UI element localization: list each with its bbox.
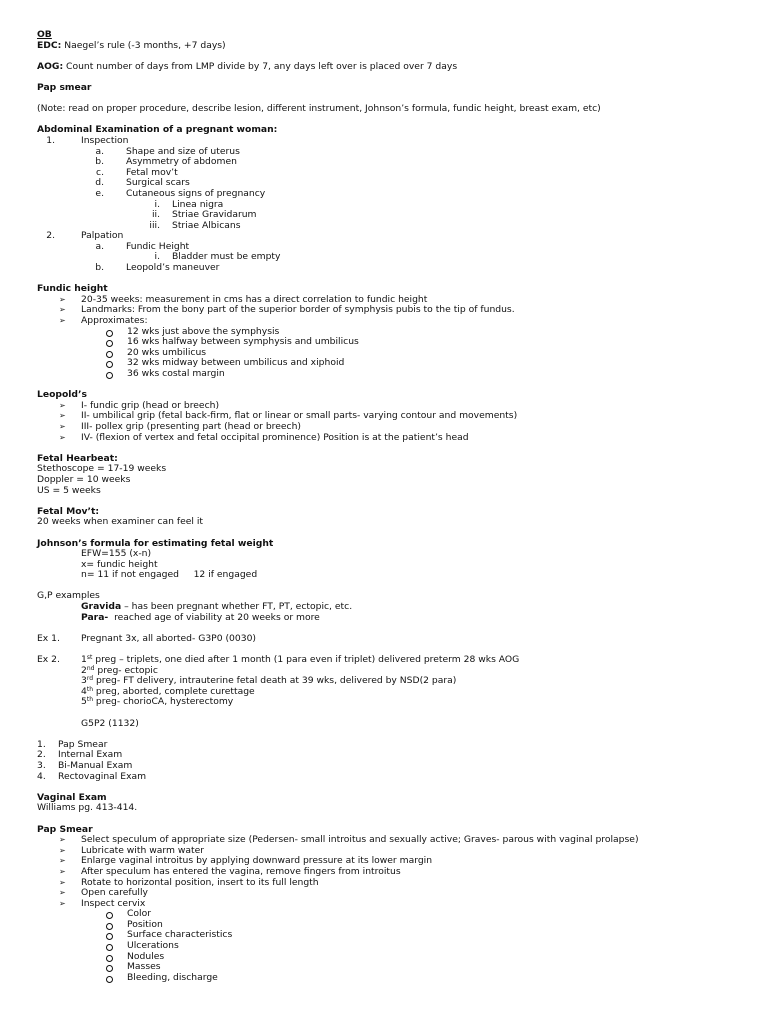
- arrow-bullet-icon: ➢: [59, 877, 66, 887]
- johnson-line: x= fundic height: [81, 558, 158, 570]
- fundic-sub-list: [37, 327, 747, 380]
- ob-heading: OB: [37, 29, 52, 40]
- bullet-item: [37, 433, 747, 444]
- pap2-bullets: [37, 835, 747, 909]
- abdominal-list: [37, 136, 747, 274]
- arrow-bullet-icon: ➢: [59, 898, 66, 908]
- circle-bullet-icon: [106, 340, 113, 347]
- list-marker: e.: [95, 187, 104, 199]
- sub-item: [37, 973, 747, 984]
- example-1: Ex 1. Pregnant 3x, all aborted- G3P0 (0030): [37, 632, 257, 644]
- fundic-heading: Fundic height: [37, 283, 108, 295]
- abdominal-item: [37, 263, 747, 274]
- circle-bullet-icon: [106, 976, 113, 983]
- list-text: Linea nigra: [172, 198, 224, 210]
- movt-text: 20 weeks when examiner can feel it: [37, 516, 204, 528]
- exam-item: [37, 740, 747, 751]
- list-text: Palpation: [81, 230, 124, 242]
- exam-list: [37, 740, 747, 782]
- arrow-bullet-icon: ➢: [59, 411, 66, 421]
- list-text: Internal Exam: [58, 749, 123, 761]
- gravida-line: Gravida – has been pregnant whether FT, PT, ectopic, etc.: [81, 601, 353, 613]
- sub-text: 32 wks midway between umbilicus and xiphoid: [127, 357, 345, 369]
- bullet-text: 20-35 weeks: measurement in cms has a direct correlation to fundic height: [81, 293, 428, 305]
- circle-bullet-icon: [106, 955, 113, 962]
- list-marker: 1.: [37, 738, 46, 750]
- pregnancy-text: 2nd preg- ectopic: [81, 664, 158, 676]
- list-text: Bladder must be empty: [172, 251, 281, 263]
- abdominal-item: [37, 221, 747, 232]
- sub-text: 12 wks just above the symphysis: [127, 325, 280, 337]
- list-marker: 3.: [37, 759, 46, 771]
- pap-note: (Note: read on proper procedure, describe lesion, different instrument, Johnson’s formula, fundic height, breast exam, etc): [37, 103, 601, 115]
- circle-bullet-icon: [106, 330, 113, 337]
- sub-text: Nodules: [127, 950, 165, 962]
- edc-label: EDC:: [37, 39, 62, 51]
- fundic-bullets: [37, 295, 747, 327]
- sub-text: Ulcerations: [127, 940, 179, 952]
- exam-item: [37, 750, 747, 761]
- list-text: Pap Smear: [58, 738, 108, 750]
- sub-text: Position: [127, 918, 163, 930]
- heartbeat-heading: Fetal Hearbeat:: [37, 452, 118, 464]
- circle-bullet-icon: [106, 944, 113, 951]
- sub-text: 20 wks umbilicus: [127, 346, 207, 358]
- gp-heading: G,P examples: [37, 590, 100, 602]
- circle-bullet-icon: [106, 351, 113, 358]
- arrow-bullet-icon: ➢: [59, 294, 66, 304]
- exam-item: [37, 761, 747, 772]
- circle-bullet-icon: [106, 933, 113, 940]
- list-text: Striae Gravidarum: [172, 209, 257, 221]
- arrow-bullet-icon: ➢: [59, 856, 66, 866]
- heartbeat-line: Doppler = 10 weeks: [37, 473, 131, 485]
- vaginal-heading: Vaginal Exam: [37, 791, 107, 803]
- sub-text: Color: [127, 908, 151, 920]
- bullet-text: Inspect cervix: [81, 897, 146, 909]
- abdominal-heading: Abdominal Examination of a pregnant woman:: [37, 124, 278, 136]
- abdominal-item: [37, 136, 747, 147]
- list-text: Cutaneous signs of pregnancy: [126, 187, 266, 199]
- arrow-bullet-icon: ➢: [59, 432, 66, 442]
- pregnancy-text: 3rd preg- FT delivery, intrauterine fetal death at 39 wks, delivered by NSD(2 para): [81, 675, 457, 687]
- sub-text: Surface characteristics: [127, 929, 233, 941]
- list-text: Surgical scars: [126, 177, 190, 189]
- list-text: Shape and size of uterus: [126, 145, 240, 157]
- arrow-bullet-icon: ➢: [59, 835, 66, 845]
- abdominal-item: [37, 210, 747, 221]
- edc-text: Naegel’s rule (-3 months, +7 days): [61, 39, 226, 51]
- pap2-heading: Pap Smear: [37, 823, 93, 835]
- heartbeat-line: Stethoscope = 17-19 weeks: [37, 463, 167, 475]
- document-page: [37, 30, 747, 983]
- example-2-result: G5P2 (1132): [81, 717, 139, 729]
- list-text: Striae Albicans: [172, 219, 241, 231]
- abdominal-item: [37, 189, 747, 200]
- bullet-text: After speculum has entered the vagina, remove fingers from introitus: [81, 865, 401, 877]
- heartbeat-line: US = 5 weeks: [37, 484, 101, 496]
- bullet-text: Approximates:: [81, 315, 148, 327]
- bullet-text: IV- (flexion of vertex and fetal occipital prominence) Position is at the patient’s head: [81, 431, 469, 443]
- sub-text: Masses: [127, 961, 161, 973]
- list-text: Rectovaginal Exam: [58, 770, 147, 782]
- list-text: Leopold’s maneuver: [126, 262, 220, 274]
- johnson-line: EFW=155 (x-n): [81, 548, 152, 560]
- bullet-item: [37, 422, 747, 433]
- abdominal-item: [37, 200, 747, 211]
- edc-line: [37, 41, 747, 52]
- exam-item: [37, 772, 747, 783]
- pap2-sub-list: [37, 909, 747, 983]
- aog-label: AOG:: [37, 60, 64, 72]
- circle-bullet-icon: [106, 372, 113, 379]
- arrow-bullet-icon: ➢: [59, 888, 66, 898]
- list-marker: 1.: [46, 134, 55, 146]
- list-marker: i.: [154, 198, 160, 210]
- bullet-text: Enlarge vaginal introitus by applying downward pressure at its lower margin: [81, 855, 433, 867]
- vaginal-text: Williams pg. 413-414.: [37, 802, 138, 814]
- pap-heading: Pap smear: [37, 81, 92, 93]
- bullet-item: [37, 867, 747, 878]
- arrow-bullet-icon: ➢: [59, 866, 66, 876]
- circle-bullet-icon: [106, 965, 113, 972]
- list-marker: 2.: [37, 749, 46, 761]
- list-marker: d.: [95, 177, 104, 189]
- para-line: Para- reached age of viability at 20 weeks or more: [81, 611, 320, 623]
- list-text: Inspection: [81, 134, 129, 146]
- list-marker: c.: [96, 166, 104, 178]
- pregnancy-line: [37, 697, 747, 708]
- circle-bullet-icon: [106, 923, 113, 930]
- bullet-text: Select speculum of appropriate size (Pedersen- small introitus and sexually active; Graves- parous with vaginal prolapse): [81, 834, 639, 846]
- leopold-bullets: [37, 401, 747, 443]
- example-label: Ex 2.: [37, 654, 60, 666]
- bullet-text: Rotate to horizontal position, insert to its full length: [81, 876, 319, 888]
- pregnancy-text: 5th preg- chorioCA, hysterectomy: [81, 696, 234, 708]
- bullet-text: III- pollex grip (presenting part (head or breech): [81, 420, 302, 432]
- example-2: [37, 655, 747, 708]
- johnson-heading: Johnson’s formula for estimating fetal weight: [37, 537, 274, 549]
- list-marker: b.: [95, 262, 104, 274]
- list-marker: a.: [95, 240, 104, 252]
- arrow-bullet-icon: ➢: [59, 305, 66, 315]
- list-marker: i.: [154, 251, 160, 263]
- bullet-text: Open carefully: [81, 887, 148, 899]
- arrow-bullet-icon: ➢: [59, 845, 66, 855]
- sub-text: Bleeding, discharge: [127, 971, 218, 983]
- arrow-bullet-icon: ➢: [59, 316, 66, 326]
- list-marker: a.: [95, 145, 104, 157]
- sub-text: 16 wks halfway between symphysis and umbilicus: [127, 336, 359, 348]
- pregnancy-text: 4th preg, aborted, complete curettage: [81, 685, 255, 697]
- list-marker: 2.: [46, 230, 55, 242]
- list-marker: b.: [95, 156, 104, 168]
- pregnancy-text: 1st preg – triplets, one died after 1 month (1 para even if triplet) delivered preterm 28 wks AOG: [81, 654, 520, 666]
- list-text: Fetal mov’t: [126, 166, 178, 178]
- movt-heading: Fetal Mov’t:: [37, 505, 100, 517]
- circle-bullet-icon: [106, 361, 113, 368]
- list-marker: ii.: [151, 209, 160, 221]
- list-marker: iii.: [149, 219, 160, 231]
- list-text: Asymmetry of abdomen: [126, 156, 237, 168]
- abdominal-item: [37, 242, 747, 253]
- bullet-text: I- fundic grip (head or breech): [81, 399, 220, 411]
- bullet-text: Lubricate with warm water: [81, 844, 205, 856]
- list-text: Bi-Manual Exam: [58, 759, 133, 771]
- sub-item: [37, 369, 747, 380]
- aog-text: Count number of days from LMP divide by 7, any days left over is placed over 7 days: [63, 60, 458, 72]
- bullet-text: II- umbilical grip (fetal back-firm, flat or linear or small parts- varying contour and movements): [81, 410, 518, 422]
- johnson-line: n= 11 if not engaged 12 if engaged: [81, 569, 258, 581]
- arrow-bullet-icon: ➢: [59, 421, 66, 431]
- circle-bullet-icon: [106, 912, 113, 919]
- list-text: Fundic Height: [126, 240, 190, 252]
- sub-text: 36 wks costal margin: [127, 368, 225, 379]
- list-marker: 4.: [37, 770, 46, 782]
- arrow-bullet-icon: ➢: [59, 400, 66, 410]
- aog-line: [37, 62, 747, 73]
- bullet-text: Landmarks: From the bony part of the superior border of symphysis pubis to the tip of fundus.: [81, 304, 515, 316]
- leopold-heading: Leopold’s: [37, 389, 87, 401]
